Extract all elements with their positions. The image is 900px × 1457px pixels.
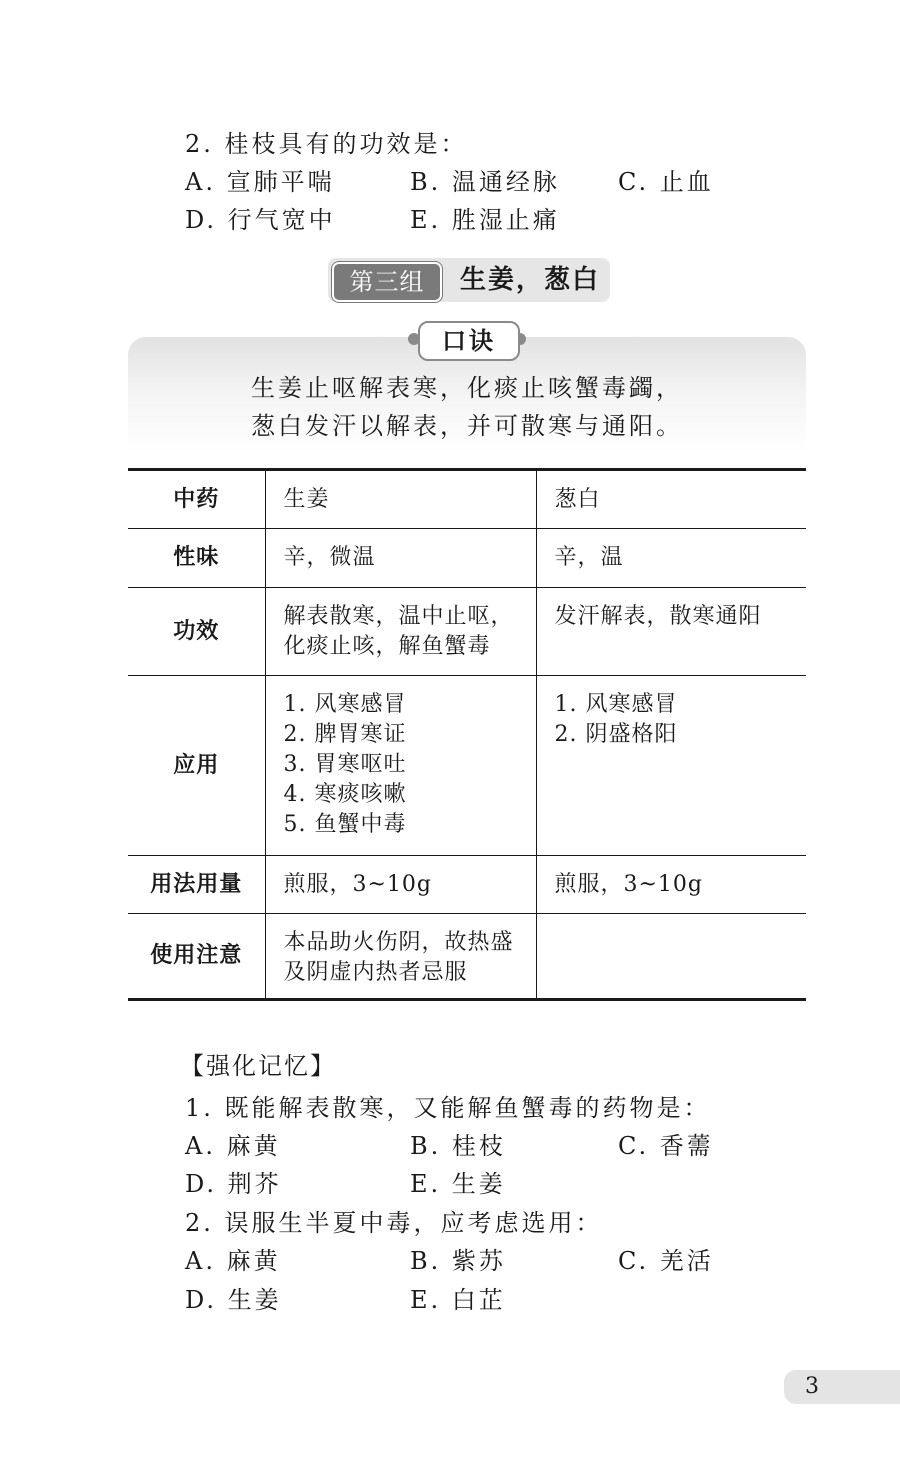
cell-line: 发汗解表，散寒通阳 (554, 604, 762, 629)
group-title: 生姜，葱白 (460, 265, 601, 295)
list-item: 4. 寒痰咳嗽 (283, 782, 407, 807)
option-e: E. 胜湿止痛 (410, 206, 560, 234)
cell-line: 本品助火伤阴，故热盛 (283, 930, 514, 955)
herb-comparison-table (128, 468, 806, 1001)
cell-caution-a (265, 914, 536, 1000)
cell-effect-a (265, 588, 536, 676)
option-d: D. 生姜 (185, 1286, 282, 1314)
row-header-usage: 应用 (128, 676, 265, 856)
table-row (128, 676, 806, 856)
row-header-dosage: 用法用量 (128, 856, 265, 914)
row-header-effect: 功效 (128, 588, 265, 676)
option-a: A. 麻黄 (185, 1132, 281, 1160)
option-c: C. 羌活 (618, 1247, 714, 1275)
review-heading: 【强化记忆】 (180, 1052, 336, 1080)
mnemonic-label: 口诀 (418, 321, 520, 361)
row-header-herb: 中药 (173, 486, 220, 512)
table-row (128, 914, 806, 1000)
option-a: A. 宣肺平喘 (185, 168, 335, 196)
option-d: D. 行气宽中 (185, 206, 336, 234)
page-number: 3 (805, 1374, 819, 1399)
row-header-caution: 使用注意 (128, 914, 265, 1000)
group-banner (328, 258, 610, 302)
question-stem: 2. 桂枝具有的功效是： (185, 130, 468, 158)
cell-line: 化痰止咳，解鱼蟹毒 (283, 634, 491, 659)
option-b: B. 桂枝 (410, 1132, 506, 1160)
list-item: 1. 风寒感冒 (283, 692, 407, 717)
cell-herb-a: 生姜 (265, 470, 536, 529)
cell-usage-a (265, 676, 536, 856)
cell-caution-b (536, 914, 806, 1000)
question-stem: 2. 误服生半夏中毒，应考虑选用： (185, 1209, 603, 1237)
option-e: E. 生姜 (410, 1170, 506, 1198)
cell-herb-b: 葱白 (536, 470, 806, 529)
option-c: C. 止血 (618, 168, 714, 196)
group-badge: 第三组 (332, 262, 442, 302)
list-item: 3. 胃寒呕吐 (283, 752, 407, 777)
cell-line: 解表散寒，温中止呕， (283, 604, 514, 629)
option-b: B. 紫苏 (410, 1247, 506, 1275)
option-d: D. 荆芥 (185, 1170, 282, 1198)
cell-line: 及阴虚内热者忌服 (283, 960, 468, 985)
table-row (128, 856, 806, 914)
option-a: A. 麻黄 (185, 1247, 281, 1275)
mnemonic-line: 生姜止呕解表寒，化痰止咳蟹毒蠲， (251, 374, 683, 402)
table-row (128, 588, 806, 676)
option-c: C. 香薷 (618, 1132, 714, 1160)
table-row (128, 529, 806, 588)
mnemonic-line: 葱白发汗以解表，并可散寒与通阳。 (251, 412, 683, 440)
list-item: 5. 鱼蟹中毒 (283, 812, 407, 837)
option-b: B. 温通经脉 (410, 168, 560, 196)
question-stem: 1. 既能解表散寒，又能解鱼蟹毒的药物是： (185, 1094, 711, 1122)
cell-dosage-b: 煎服，3~10g (536, 856, 806, 914)
list-item: 2. 脾胃寒证 (283, 722, 407, 747)
list-item: 1. 风寒感冒 (554, 692, 678, 717)
cell-usage-b (536, 676, 806, 856)
cell-nature-a: 辛，微温 (265, 529, 536, 588)
cell-nature-b: 辛，温 (536, 529, 806, 588)
list-item: 2. 阴盛格阳 (554, 722, 678, 747)
cell-effect-b (536, 588, 806, 676)
row-header-nature: 性味 (128, 529, 265, 588)
table-row (128, 470, 806, 529)
option-e: E. 白芷 (410, 1286, 506, 1314)
cell-dosage-a: 煎服，3~10g (265, 856, 536, 914)
